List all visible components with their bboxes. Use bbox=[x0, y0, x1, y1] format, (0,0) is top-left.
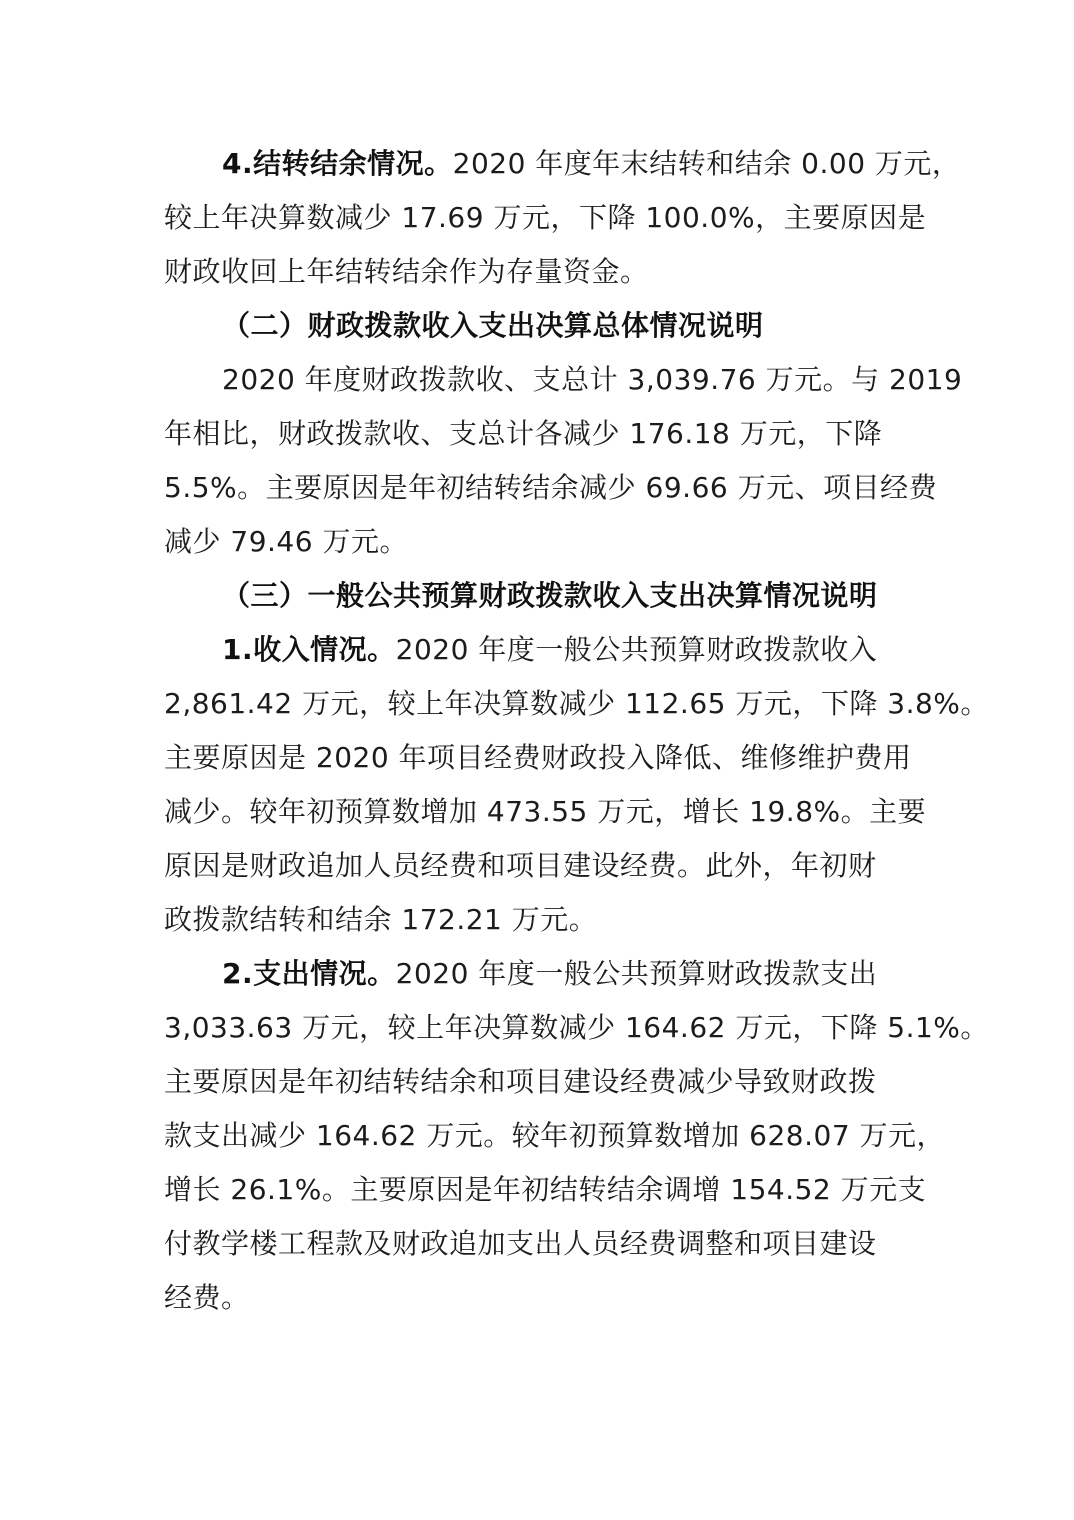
paragraph-line: 增长 26.1%。主要原因是年初结转结余调增 154.52 万元支 bbox=[164, 1173, 927, 1206]
paragraph-line bbox=[222, 632, 877, 668]
section-title: （三）一般公共预算财政拨款收入支出决算情况说明 bbox=[222, 579, 878, 612]
paragraph-heading: 2.支出情况。 bbox=[222, 957, 396, 990]
paragraph-heading: 4.结转结余情况。 bbox=[222, 147, 453, 180]
paragraph-line: 5.5%。主要原因是年初结转结余减少 69.66 万元、项目经费 bbox=[164, 471, 938, 504]
paragraph-line: 2,861.42 万元，较上年决算数减少 112.65 万元，下降 3.8%。 bbox=[164, 687, 989, 720]
paragraph-line: 政拨款结转和结余 172.21 万元。 bbox=[164, 903, 598, 936]
paragraph-line: 2020 年度财政拨款收、支总计 3,039.76 万元。与 2019 bbox=[222, 363, 963, 396]
paragraph-line: 付教学楼工程款及财政追加支出人员经费调整和项目建设 bbox=[164, 1227, 877, 1260]
paragraph-text: 2020 年度年末结转和结余 0.00 万元， bbox=[452, 147, 961, 180]
paragraph-line: 3,033.63 万元，较上年决算数减少 164.62 万元，下降 5.1%。 bbox=[164, 1011, 989, 1044]
section-title: （二）财政拨款收入支出决算总体情况说明 bbox=[222, 309, 764, 342]
paragraph-line: 财政收回上年结转结余作为存量资金。 bbox=[164, 255, 649, 288]
paragraph-heading: 1.收入情况。 bbox=[222, 633, 396, 666]
paragraph-text: 2020 年度一般公共预算财政拨款支出 bbox=[395, 957, 878, 990]
paragraph-line: 原因是财政追加人员经费和项目建设经费。此外，年初财 bbox=[164, 849, 877, 882]
paragraph-line: 经费。 bbox=[164, 1281, 250, 1314]
paragraph-line: 款支出减少 164.62 万元。较年初预算数增加 628.07 万元， bbox=[164, 1119, 946, 1152]
paragraph-line: 年相比，财政拨款收、支总计各减少 176.18 万元，下降 bbox=[164, 417, 883, 450]
paragraph-text: 2020 年度一般公共预算财政拨款收入 bbox=[395, 633, 878, 666]
paragraph-line: 减少。较年初预算数增加 473.55 万元，增长 19.8%。主要 bbox=[164, 795, 927, 828]
paragraph-line bbox=[222, 956, 877, 992]
paragraph-line bbox=[222, 146, 960, 182]
paragraph-line: 主要原因是年初结转结余和项目建设经费减少导致财政拨 bbox=[164, 1065, 877, 1098]
paragraph-line: 主要原因是 2020 年项目经费财政投入降低、维修维护费用 bbox=[164, 741, 912, 774]
paragraph-line: 减少 79.46 万元。 bbox=[164, 525, 408, 558]
paragraph-line: 较上年决算数减少 17.69 万元，下降 100.0%，主要原因是 bbox=[164, 201, 927, 234]
